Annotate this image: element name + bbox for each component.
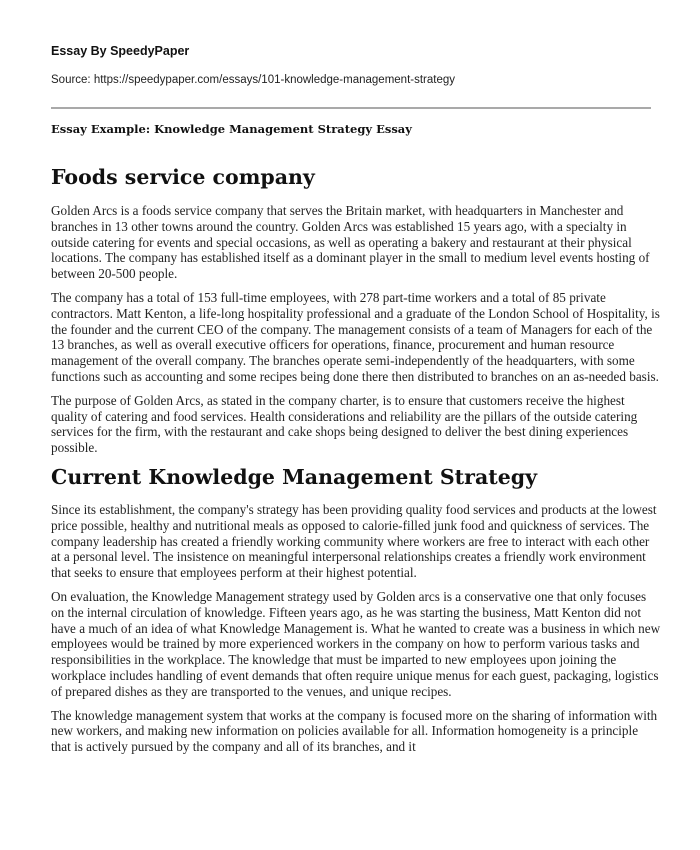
article-body	[51, 164, 661, 763]
paragraph: On evaluation, the Knowledge Management strategy used by Golden arcs is a conservative one that only focuses on the internal circulation of knowledge. Fifteen years ago, as he was starting the business, Matt Kenton did not have a much of an idea of what Knowledge Management is. What he wanted to create was a business in which new employees would be trained by more experienced workers in the company on how to perform various tasks and responsibilities in the workplace. The knowledge that must be imparted to new employees upon joining the workplace includes handling of event demands that often require unique menus for each guest, packaging, logistics of prepared dishes as they are transported to the venues, and unique recipes.	[51, 588, 661, 699]
paragraph: The company has a total of 153 full-time employees, with 278 part-time workers and a total of 85 private contractors. Matt Kenton, a life-long hospitality professional and a graduate of the London School of Hospitality, is the founder and the current CEO of the company. The management consists of a team of Managers for each of the 13 branches, as well as overall executive officers for operations, finance, procurement and human resource management of the overall company. The branches operate semi-independently of the headquarters, with some functions such as accounting and some recipes being done there then distributed to branches on an as-needed basis.	[51, 289, 660, 384]
section-heading-foods-service: Foods service company	[51, 165, 315, 189]
paragraph: Golden Arcs is a foods service company that serves the Britain market, with headquarters in Manchester and branches in 13 other towns around the country. Golden Arcs was established 15 years ago, with a specialty in outside catering for events and special occasions, as well as operating a bakery and restaurant at their physical locations. The company has established itself as a dominant player in the small to medium level events hosting of between 20-500 people.	[51, 203, 650, 282]
paragraph: The knowledge management system that works at the company is focused more on the sharing of information with new workers, and making new information on policies available for all. Information homogeneity is a principle that is actively pursued by the company and all of its branches, and it	[51, 707, 658, 755]
section-heading-knowledge-strategy: Current Knowledge Management Strategy	[51, 464, 537, 489]
source-line: Source: https://speedypaper.com/essays/101-knowledge-management-strategy	[51, 74, 455, 86]
brand-title: Essay By SpeedyPaper	[51, 44, 190, 58]
paragraph: The purpose of Golden Arcs, as stated in the company charter, is to ensure that customers receive the highest quality of catering and food services. Health considerations and reliability are the pillars of the outside catering services for the firm, with the restaurant and cake shops being designed to deliver the best dining experiences possible.	[51, 392, 638, 456]
header-divider	[51, 107, 651, 109]
essay-example-title: Essay Example: Knowledge Management Strategy Essay	[51, 122, 412, 136]
paragraph: Since its establishment, the company's strategy has been providing quality food services and products at the lowest price possible, healthy and nutritional meals as opposed to calorie-filled junk food and quickness of services. The company leadership has created a friendly working community where workers are free to interact with each other at a personal level. The insistence on meaningful interpersonal relationships creates a friendly work environment that seeks to ensure that employees perform at their highest potential.	[51, 501, 657, 581]
